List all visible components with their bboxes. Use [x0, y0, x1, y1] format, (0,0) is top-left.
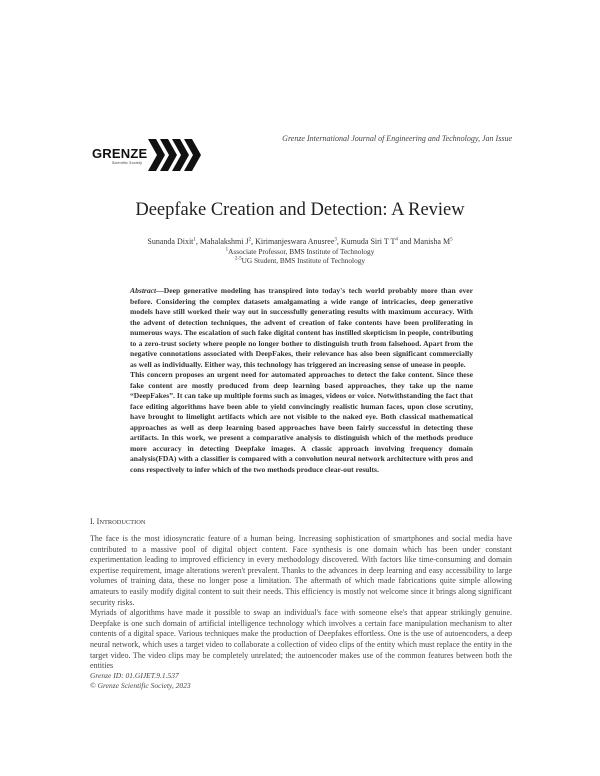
body-paragraph: The face is the most idiosyncratic feature of a human being. Increasing sophistication of smartphones and social media have contributed to a massive pool of digital object content. Face synthesis is one domain which has been under constant experimentation leading to improved efficiency in every methodology discovered. With factors like time-consuming and domain expertise requirement, image alterations weren't prevalent. Thanks to the advances in deep learning and easy accessibility to large volumes of training data, these no longer pose a limitation. The aftermath of which made fabrications quite simple allowing amateurs to easily modify digital content to suit their needs. This efficiency is mostly not welcome since it brings along significant security risks. [90, 534, 512, 607]
affiliation: $^1$Associate Professor, BMS Institute of Technology [225, 247, 375, 256]
author-sup: 4 [395, 237, 398, 243]
copyright: © Grenze Scientific Society, 2023 [90, 681, 191, 690]
body-paragraph: Myriads of algorithms have made it possible to swap an individual's face with someone else's that appear strikingly genuine. Deepfake is one such domain of artificial intelligence technology which involves a certain face manipulation mechanism to alter contents of a digital space. Various techniques make the production of Deepfakes effortless. One is the use of autoencoders, a deep neural network, which uses a target video to collaborate a collection of video clips of the entity which must replace the entity in the target video. The video clips may be completely unrelated; the autoencoder makes use of the common features between both the entities [90, 608, 512, 671]
author-list: Sunanda Dixit$^1$, Mahalakshmi $J^2$, Kirimanjeswara Anusree$^3$, Kumuda Siri T $T^4$ and Manisha $M^5$ [147, 237, 453, 246]
author: Kirimanjeswara Anusree [255, 237, 335, 246]
author-sup: 2 [248, 237, 252, 243]
section-heading: I. INTRODUCTION [90, 517, 146, 526]
paper-title: Deepfake Creation and Detection: A Review [135, 200, 465, 220]
abstract-paragraph: Abstract—Deep generative modeling has transpired into today's tech world probably more than ever before. Considering the complex datasets amalgamating a wide range of intricacies, deep generative models have still worked their way out in successfully generating results with maximum accuracy. With the advent of detection techniques, the advent of creation of fake contents have been proliferating in numerous ways. The escalation of such fake digital content has instilled skepticism in people, contributing to a zero-trust society where people no longer bother to distinguish truth from falsehood. Apart from the negative connotations associated with DeepFakes, their relevance has also been significant commercially as well as individually. Either way, this technology has triggered an increasing sense of unease in people. [130, 286, 473, 369]
abstract [130, 286, 473, 475]
logo-subtitle: Scientific Society [112, 161, 143, 165]
author: Kumuda Siri T T [340, 237, 396, 246]
body-text [90, 534, 512, 672]
grenze-id: Grenze ID: 01.GIJET.9.1.537 [90, 671, 179, 680]
abstract-paragraph: This concern proposes an urgent need for automated approaches to detect the fake content. Since these fake content are mostly produced from deep learning based approaches, they take up the name “DeepFakes”. It can take up multiple forms such as images, videos or voice. Notwithstanding the fact that face editing algorithms have been able to yield convincingly realistic human faces, upon close scrutiny, have brought to limelight artifacts which are not visible to the naked eye. Both classical mathematical approaches as well as deep learning based approaches have been fairly successful in detecting these artifacts. In this work, we present a comparative analysis to distinguish which of the methods produce more accuracy in detecting Deepfake images. A classic approach involving frequency domain analysis(FDA) with a classifier is compared with a convolution neural network architecture with pros and cons respectively to infer which of the two methods produce clear-out results. [130, 370, 473, 474]
logo-wordmark: GRENZE [92, 146, 148, 161]
author-sup: 5 [450, 237, 453, 243]
footer [90, 671, 191, 691]
journal-header: Grenze International Journal of Engineering and Technology, Jan Issue [282, 134, 512, 143]
abstract-label: Abstract [130, 286, 157, 295]
author: Manisha M [413, 237, 451, 246]
grenze-logo [92, 136, 210, 174]
author-sup: 3 [334, 237, 337, 243]
affiliation: $^{2-5}$UG Student, BMS Institute of Technology [234, 256, 366, 265]
author: Sunanda Dixit [147, 237, 194, 246]
chevron-arrows-icon [148, 136, 208, 174]
author: Mahalakshmi J [199, 237, 249, 246]
author-sup: 1 [193, 237, 196, 243]
